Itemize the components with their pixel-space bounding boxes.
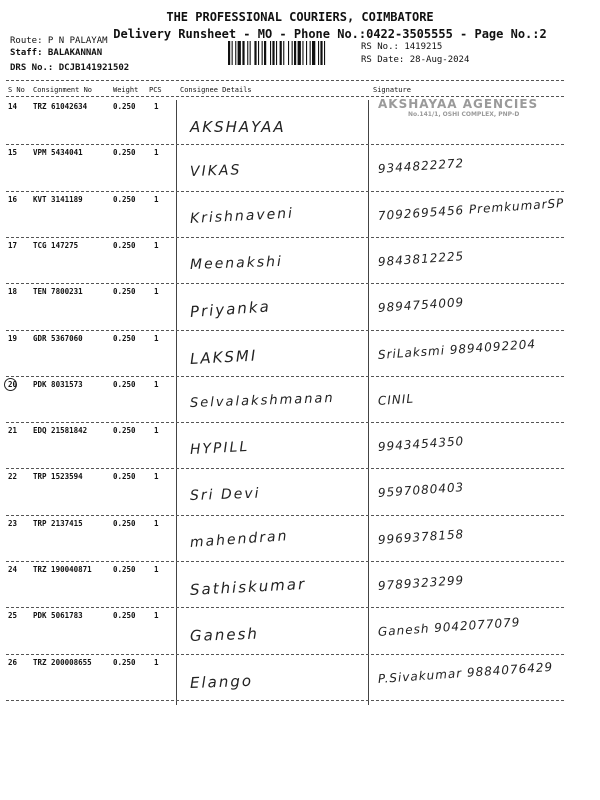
- row-sno: 26: [8, 657, 18, 667]
- row-pcs: 1: [154, 148, 159, 158]
- row-signature: SriLaksmi 9894092204: [377, 336, 537, 362]
- row-consignment: VPM 5434041: [33, 148, 83, 158]
- rs-date: RS Date: 28-Aug-2024: [361, 55, 470, 65]
- row-pcs: 1: [154, 379, 159, 389]
- row-consignee-handwriting: Ganesh: [189, 624, 260, 646]
- row-sno: 24: [8, 565, 18, 574]
- row-consignee-handwriting: LAKSMI: [189, 345, 258, 368]
- row-weight: 0.250: [113, 611, 136, 621]
- row-pcs: 1: [154, 287, 159, 297]
- row-consignee-handwriting: AKSHAYAA: [190, 118, 286, 136]
- row-pcs: 1: [154, 194, 159, 204]
- row-consignment: PDK 8031573: [33, 379, 83, 389]
- row-consignment: TEN 7800231: [33, 287, 83, 297]
- row-consignment: PDK 5061783: [33, 611, 83, 621]
- row-sno: 18: [8, 287, 18, 297]
- staff-label: Staff: BALAKANNAN: [10, 48, 103, 58]
- row-divider: [6, 376, 564, 377]
- row-marker-circle: [4, 378, 17, 391]
- row-signature: P.Sivakumar 9884076429: [377, 659, 554, 686]
- row-divider: [6, 422, 564, 423]
- row-divider: [6, 330, 564, 331]
- row-divider: [6, 191, 564, 192]
- row-signature: 9789323299: [377, 572, 465, 593]
- rs-number: RS No.: 1419215: [361, 42, 443, 52]
- row-consignment: TRP 2137415: [33, 518, 83, 528]
- row-divider: [6, 607, 564, 608]
- col-consignment: Consignment No: [33, 86, 93, 94]
- row-consignment: TRZ 200008655: [33, 657, 92, 667]
- row-divider: [6, 700, 564, 701]
- row-signature: 9943454350: [377, 434, 465, 455]
- row-divider: [6, 654, 564, 655]
- row-signature: 7092695456 PremkumarSP: [377, 195, 565, 223]
- row-sno: 15: [8, 148, 18, 158]
- row-sno: 21: [8, 426, 18, 436]
- runsheet-subtitle: Delivery Runsheet - MO - Phone No.:0422-3505555 - Page No.:2: [113, 27, 547, 41]
- row-consignment: TRP 1523594: [33, 472, 83, 482]
- row-consignment: EDQ 21581842: [33, 426, 88, 436]
- row-sno: 20: [8, 379, 18, 389]
- row-consignee-handwriting: Elango: [189, 671, 254, 692]
- row-signature: Ganesh 9042077079: [377, 615, 521, 640]
- row-signature: 9969378158: [377, 526, 465, 547]
- row-weight: 0.250: [113, 194, 136, 204]
- row-weight: 0.250: [113, 472, 136, 482]
- row-pcs: 1: [154, 240, 159, 250]
- row-pcs: 1: [154, 611, 159, 621]
- row-consignee-handwriting: HYPILL: [189, 439, 250, 459]
- row-sno: 23: [8, 518, 18, 528]
- drs-number: DRS No.: DCJB141921502: [10, 63, 130, 73]
- row-consignee-handwriting: Priyanka: [189, 297, 272, 322]
- row-pcs: 1: [154, 472, 159, 482]
- row-consignee-handwriting: Sri Devi: [189, 485, 261, 505]
- row-consignee-handwriting: Krishnaveni: [189, 205, 295, 227]
- row-weight: 0.250: [113, 657, 136, 667]
- row-pcs: 1: [154, 426, 159, 436]
- row-divider: [6, 561, 564, 562]
- row-weight: 0.250: [113, 333, 136, 343]
- row-signature: 9894754009: [377, 295, 465, 316]
- row-divider: [6, 283, 564, 284]
- row-weight: 0.250: [113, 518, 136, 528]
- row-weight: 0.250: [113, 148, 136, 158]
- row-pcs: 1: [154, 565, 159, 574]
- stamp-address: No.141/1, OSHI COMPLEX, PNP-D: [408, 111, 520, 118]
- row-signature: 9344822272: [377, 156, 465, 177]
- row-sno: 25: [8, 611, 18, 621]
- row-consignment: GDR 5367060: [33, 333, 83, 343]
- row-consignment: TCG 147275: [33, 240, 79, 250]
- col-consignee: Consignee Details: [180, 86, 252, 94]
- barcode: [228, 41, 356, 65]
- row-consignee-handwriting: Meenakshi: [189, 253, 284, 273]
- row-weight: 0.250: [113, 240, 136, 250]
- row-signature: CINIL: [377, 391, 415, 408]
- row-pcs: 1: [154, 102, 159, 111]
- row-sno: 17: [8, 240, 18, 250]
- page-title: THE PROFESSIONAL COURIERS, COIMBATORE: [166, 10, 434, 24]
- row-pcs: 1: [154, 657, 159, 667]
- row-sno: 14: [8, 102, 18, 111]
- row-pcs: 1: [154, 333, 159, 343]
- row-sno: 19: [8, 333, 18, 343]
- row-sno: 22: [8, 472, 18, 482]
- row-pcs: 1: [154, 518, 159, 528]
- row-weight: 0.250: [113, 102, 136, 111]
- row-divider: [6, 515, 564, 516]
- row-weight: 0.250: [113, 287, 136, 297]
- row-consignment: TRZ 61042634: [33, 102, 88, 111]
- row-consignment: TRZ 190040871: [33, 565, 92, 574]
- divider: [6, 80, 564, 81]
- row-sno: 16: [8, 194, 18, 204]
- row-consignment: KVT 3141189: [33, 194, 83, 204]
- route-label: Route: P N PALAYAM: [10, 36, 108, 46]
- col-weight: Weight: [113, 86, 139, 94]
- row-divider: [6, 237, 564, 238]
- row-consignee-handwriting: Selvalakshmanan: [189, 390, 335, 411]
- row-divider: [6, 144, 564, 145]
- row-consignee-handwriting: Sathiskumar: [189, 574, 307, 599]
- row-consignee-handwriting: VIKAS: [189, 162, 242, 181]
- row-consignee-handwriting: mahendran: [189, 527, 289, 551]
- col-sno: S No: [8, 86, 25, 94]
- row-signature: 9597080403: [377, 480, 465, 501]
- row-weight: 0.250: [113, 426, 136, 436]
- row-divider: [6, 468, 564, 469]
- row-weight: 0.250: [113, 379, 136, 389]
- col-pcs: PCS: [149, 86, 162, 94]
- company-stamp: AKSHAYAA AGENCIES: [378, 97, 539, 111]
- row-weight: 0.250: [113, 565, 136, 574]
- row-signature: 9843812225: [377, 248, 465, 269]
- col-signature: Signature: [373, 86, 411, 94]
